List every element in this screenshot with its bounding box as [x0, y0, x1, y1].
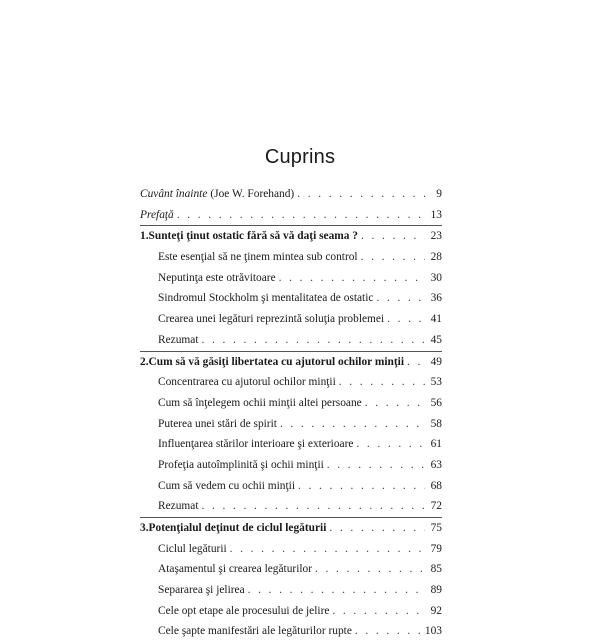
leader-dots: [407, 352, 425, 373]
toc-section: [140, 372, 442, 393]
leader-dots: [365, 393, 425, 414]
chapter-title: Sunteţi ţinut ostatic fără să vă daţi seama ?: [148, 230, 358, 243]
leader-dots: [248, 580, 425, 601]
toc-section: [140, 414, 442, 435]
toc-section: [140, 309, 442, 330]
leader-dots: [298, 476, 425, 497]
section-title: Concentrarea cu ajutorul ochilor minţii: [158, 376, 336, 389]
toc-page-number: 61: [430, 438, 442, 451]
section-title: Profeţia autoîmplinită şi ochii minţii: [158, 458, 324, 471]
table-of-contents: [140, 184, 442, 642]
toc-section: [140, 559, 442, 580]
toc-entry-label: Prefaţă: [140, 208, 174, 221]
chapter-number: 3.: [140, 522, 149, 534]
toc-section: [140, 288, 442, 309]
leader-dots: [177, 205, 425, 226]
toc-section: [140, 539, 442, 560]
toc-page-number: 28: [430, 251, 442, 264]
toc-section: [140, 434, 442, 455]
toc-section: [140, 393, 442, 414]
section-title: Cum să vedem cu ochii minţii: [158, 479, 295, 492]
toc-page-number: 30: [430, 271, 442, 284]
section-title: Rezumat: [158, 500, 199, 513]
toc-section: [140, 621, 442, 642]
chapter-number: 1.: [140, 230, 149, 243]
toc-page-number: 63: [430, 458, 442, 471]
toc-entry-author: (Joe W. Forehand): [210, 188, 295, 200]
leader-dots: [315, 559, 425, 580]
toc-entry-preface: [140, 205, 442, 226]
leader-dots: [279, 268, 425, 289]
leader-dots: [361, 247, 425, 268]
toc-page-number: 72: [430, 500, 442, 513]
section-title: Crearea unei legături reprezintă soluţia problemei: [158, 313, 385, 326]
leader-dots: [230, 539, 425, 560]
toc-section: [140, 330, 442, 351]
toc-page-number: 56: [430, 396, 442, 409]
leader-dots: [356, 434, 425, 455]
toc-section: [140, 601, 442, 622]
section-title: Influenţarea stărilor interioare şi exterioare: [158, 438, 354, 451]
toc-chapter-2: [140, 351, 442, 373]
toc-section: [140, 268, 442, 289]
toc-section: [140, 580, 442, 601]
section-title: Ataşamentul şi crearea legăturilor: [158, 563, 313, 576]
toc-page-number: 89: [430, 584, 442, 597]
toc-page-number: 41: [430, 313, 442, 326]
leader-dots: [339, 372, 425, 393]
section-title: Este esenţial să ne ţinem mintea sub control: [158, 251, 358, 264]
toc-page-number: 103: [424, 625, 442, 638]
chapter-number: 2.: [140, 355, 149, 368]
page-title: Cuprins: [264, 146, 336, 168]
toc-page-number: 23: [430, 230, 442, 243]
leader-dots: [329, 518, 425, 539]
toc-page-number: 58: [430, 417, 442, 430]
leader-dots: [387, 309, 425, 330]
toc-entry-label: Cuvânt înainte: [140, 188, 208, 200]
leader-dots: [376, 288, 425, 309]
section-title: Rezumat: [158, 333, 199, 346]
toc-section: [140, 476, 442, 497]
section-title: Cele opt etape ale procesului de jelire: [158, 604, 330, 617]
toc-page-number: 92: [430, 604, 442, 617]
toc-page-number: 53: [430, 376, 442, 389]
section-title: Ciclul legăturii: [158, 542, 227, 555]
leader-dots: [361, 226, 425, 247]
section-title: Separarea şi jelirea: [158, 584, 245, 597]
toc-page-number: 9: [436, 188, 442, 200]
leader-dots: [202, 496, 426, 517]
toc-section: [140, 455, 442, 476]
leader-dots: [297, 184, 425, 205]
toc-page-number: 49: [430, 355, 442, 368]
toc-page-number: 68: [430, 479, 442, 492]
toc-page-number: 75: [430, 522, 442, 534]
toc-page-number: 45: [430, 333, 442, 346]
chapter-title: Cum să vă găsiţi libertatea cu ajutorul ochilor minţii: [148, 355, 404, 368]
leader-dots: [355, 621, 422, 642]
toc-section: [140, 496, 442, 517]
toc-section: [140, 247, 442, 268]
toc-chapter-3: [140, 517, 442, 539]
toc-entry-foreword: [140, 184, 442, 205]
leader-dots: [327, 455, 425, 476]
section-title: Puterea unei stări de spirit: [158, 417, 277, 430]
leader-dots: [332, 601, 425, 622]
section-title: Neputinţa este otrăvitoare: [158, 271, 276, 284]
leader-dots: [202, 330, 426, 351]
toc-page-number: 79: [430, 542, 442, 555]
toc-page-number: 85: [430, 563, 442, 576]
toc-page-number: 36: [430, 292, 442, 305]
toc-page-number: 13: [430, 208, 442, 221]
section-title: Cum să înţelegem ochii minţii altei persoane: [158, 396, 362, 409]
leader-dots: [280, 414, 425, 435]
toc-chapter-1: [140, 225, 442, 247]
chapter-title: Potenţialul deţinut de ciclul legăturii: [148, 522, 327, 534]
section-title: Sindromul Stockholm şi mentalitatea de ostatic: [158, 292, 374, 305]
section-title: Cele şapte manifestări ale legăturilor rupte: [158, 625, 352, 638]
